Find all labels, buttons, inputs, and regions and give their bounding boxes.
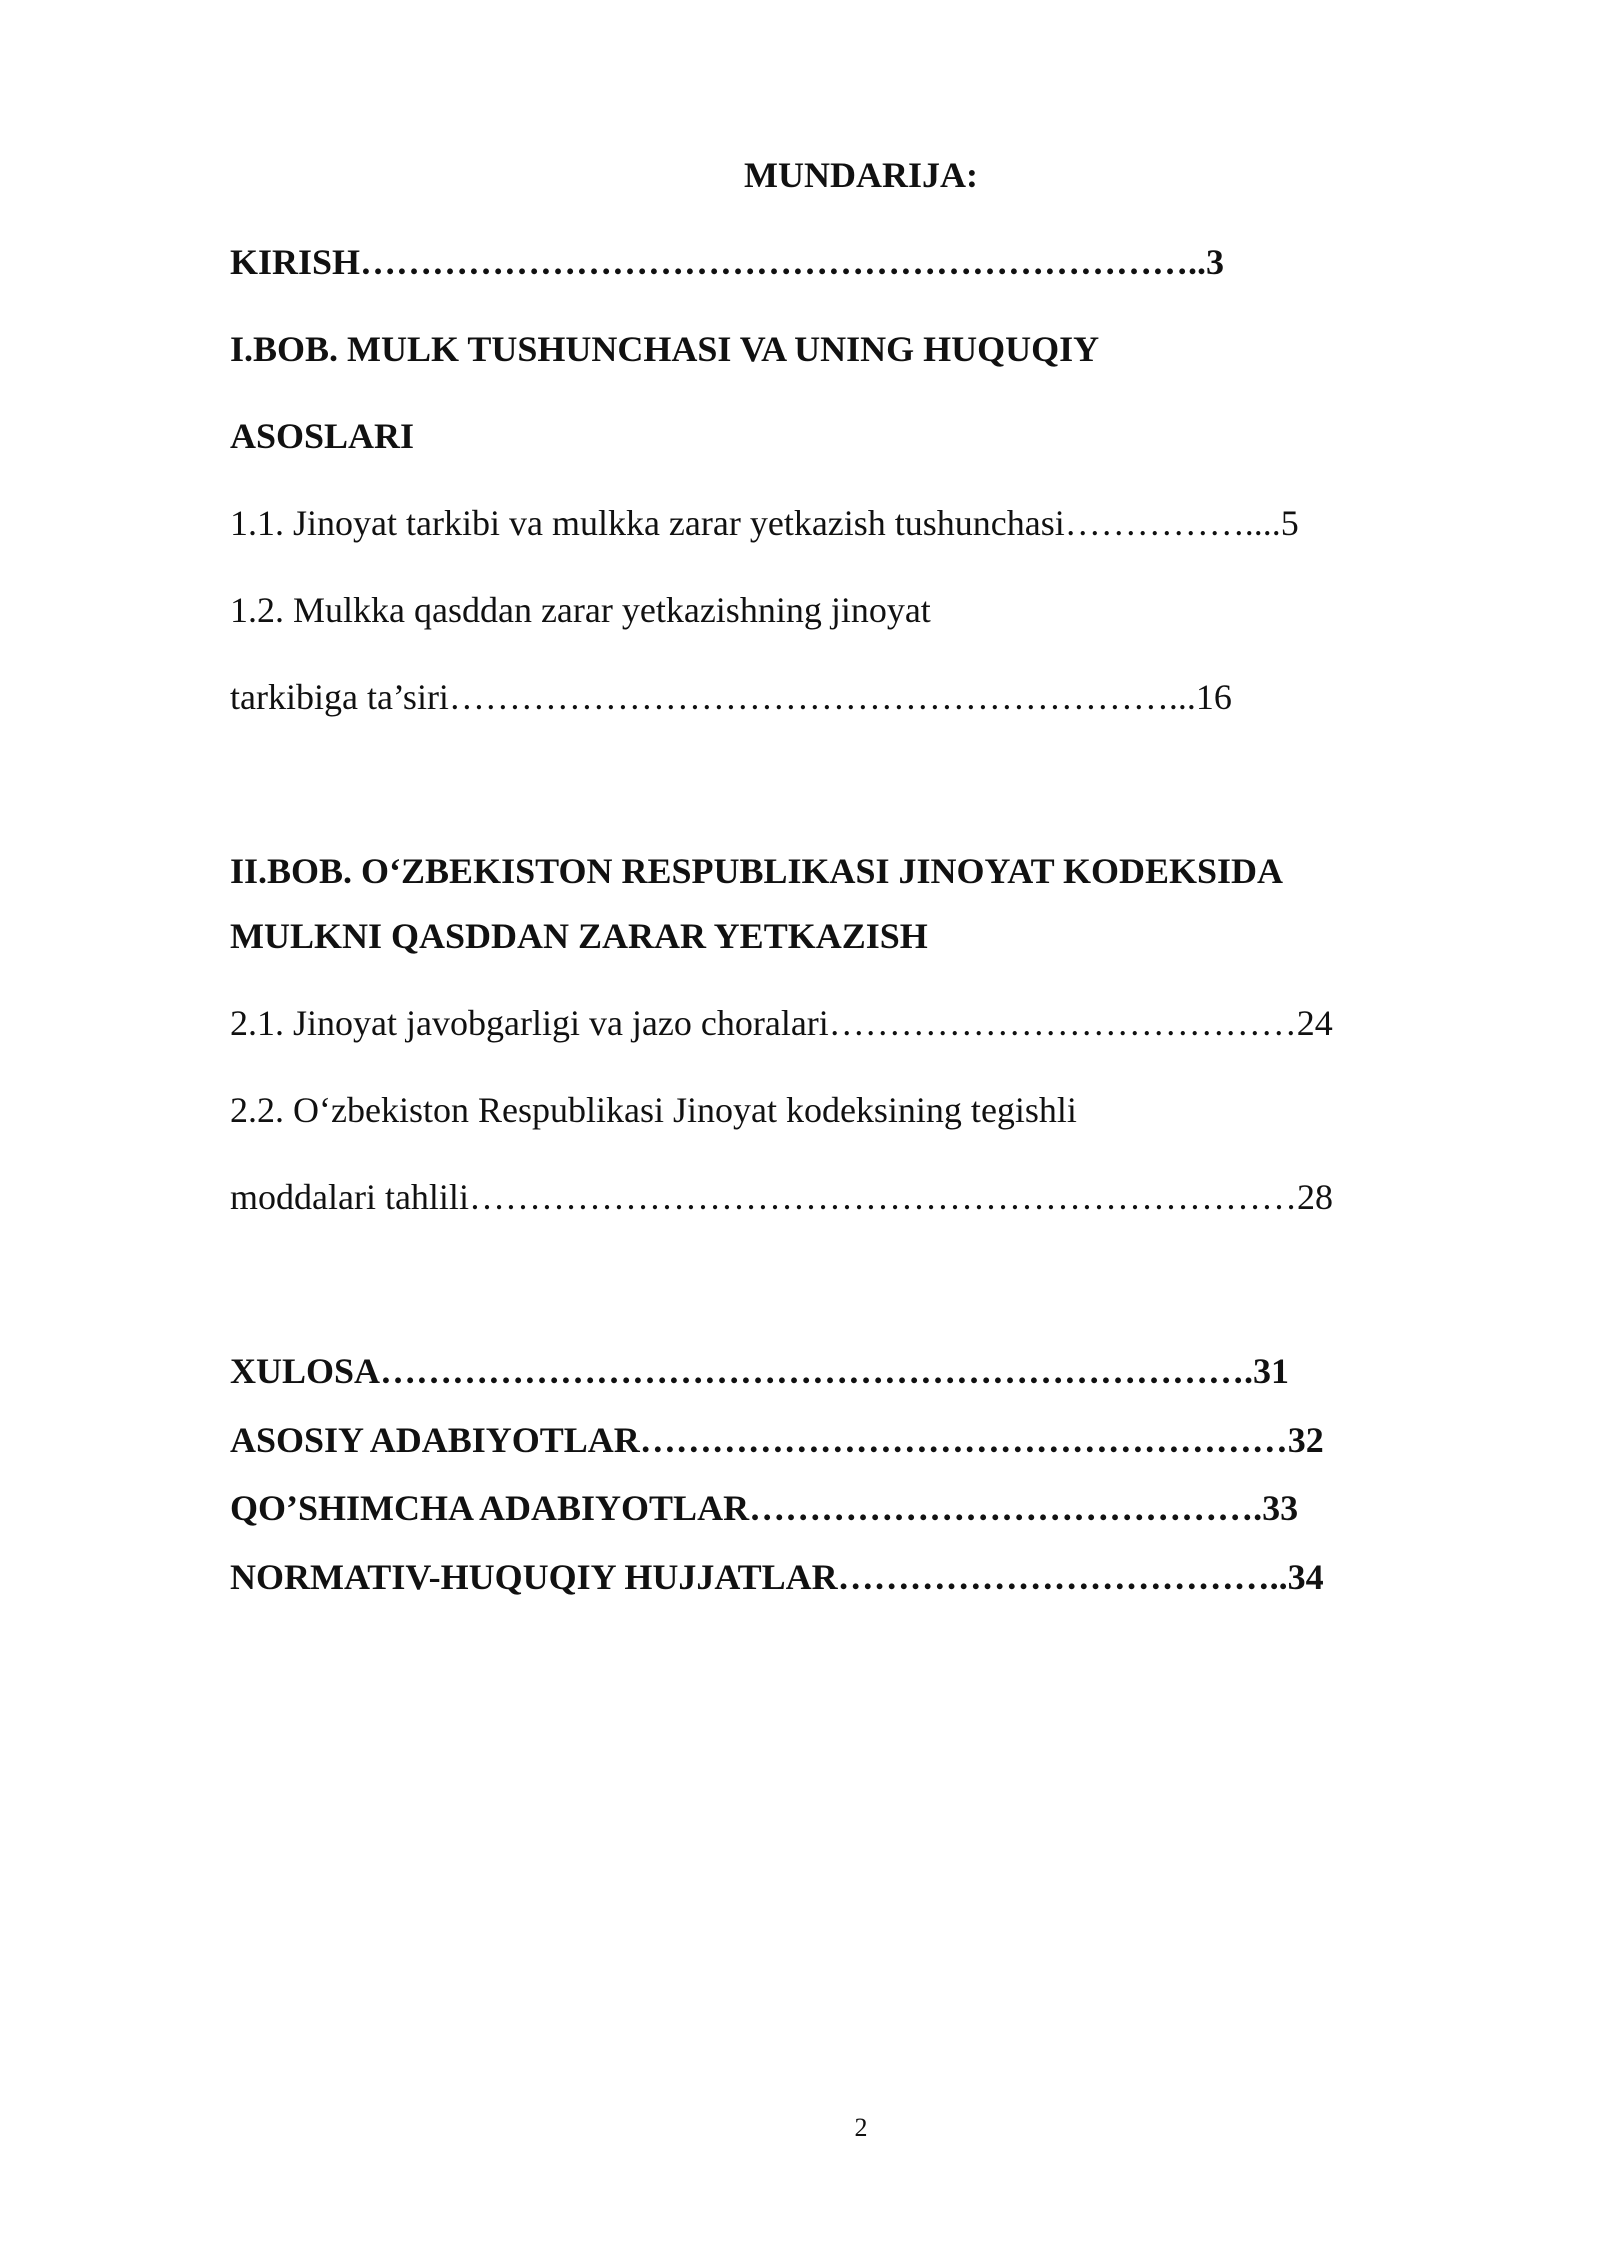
page-title: MUNDARIJA:	[744, 155, 978, 195]
toc-entry-section-1-1: 1.1. Jinoyat tarkibi va mulkka zarar yetkazish tushunchasi……………....5	[230, 503, 1299, 543]
toc-entry-asosiy-adabiyotlar: ASOSIY ADABIYOTLAR………………………………………………32	[230, 1420, 1324, 1460]
toc-chapter-2-heading-continued: MULKNI QASDDAN ZARAR YETKAZISH	[230, 916, 928, 956]
toc-chapter-2-heading: II.BOB. O‘ZBEKISTON RESPUBLIKASI JINOYAT KODEKSIDA	[230, 851, 1283, 891]
toc-entry-qoshimcha-adabiyotlar: QO’SHIMCHA ADABIYOTLAR…………………………………….33	[230, 1488, 1299, 1528]
toc-entry-section-2-2-continued: moddalari tahlili……………………………………………………………28	[230, 1177, 1333, 1217]
toc-chapter-1-heading: I.BOB. MULK TUSHUNCHASI VA UNING HUQUQIY	[230, 329, 1100, 369]
page-number: 2	[854, 2113, 868, 2142]
toc-entry-section-1-2-continued: tarkibiga ta’siri……………………………………………………...16	[230, 677, 1232, 717]
toc-entry-section-2-1: 2.1. Jinoyat javobgarligi va jazo choralari…………………………………24	[230, 1003, 1333, 1043]
toc-chapter-1-heading-continued: ASOSLARI	[230, 416, 415, 456]
toc-entry-kirish: KIRISH……………………………………………………………..3	[230, 242, 1225, 282]
toc-entry-section-1-2: 1.2. Mulkka qasddan zarar yetkazishning jinoyat	[230, 590, 931, 630]
toc-entry-section-2-2: 2.2. O‘zbekiston Respublikasi Jinoyat kodeksining tegishli	[230, 1090, 1077, 1130]
toc-entry-xulosa: XULOSA……………………………………………………………….31	[230, 1351, 1290, 1391]
toc-entry-normativ-hujjatlar: NORMATIV-HUQUQIY HUJJATLAR………………………………..34	[230, 1557, 1324, 1597]
